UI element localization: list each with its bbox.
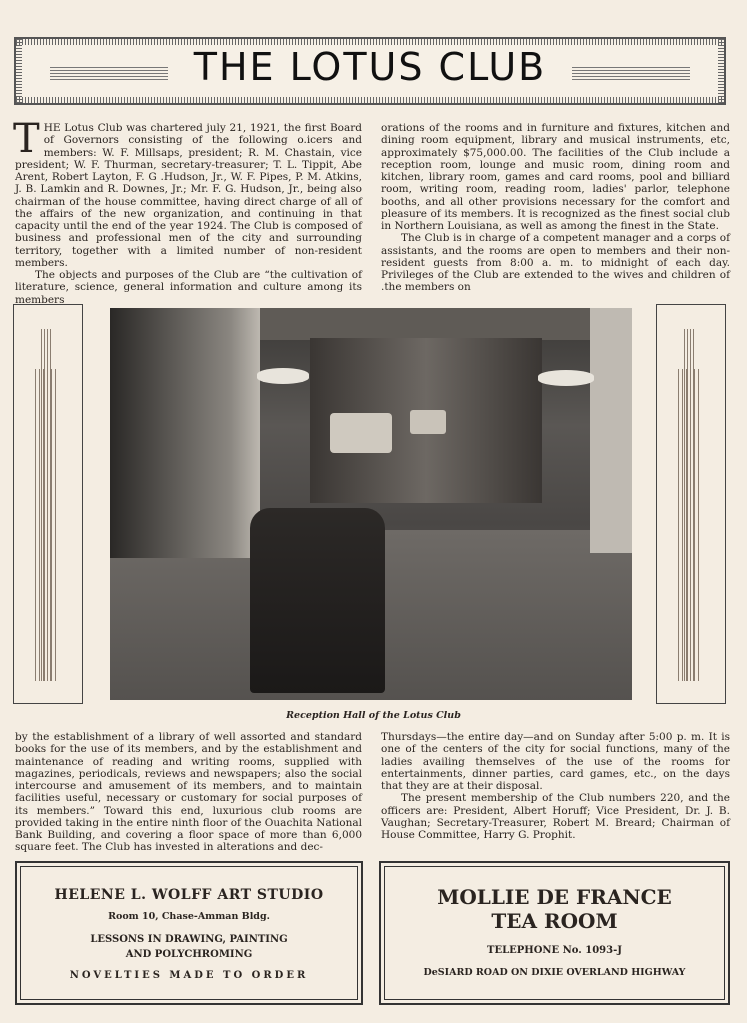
article-column-4	[381, 731, 730, 841]
paragraph: The Club is in charge of a competent manager and a corps of assistants, and the rooms are open to members and their non-resident guests from 8:00 a. m. to midnight of each day. Privileges of the Club are extended to the wives and children of .the members on	[381, 232, 730, 294]
ad-line: NOVELTIES MADE TO ORDER	[69, 970, 309, 981]
drop-cap: T	[13, 116, 40, 162]
decorative-panel-left	[13, 304, 83, 704]
paragraph: orations of the rooms and in furniture and fixtures, kitchen and dining room equipment, library and musical instruments, etc, approximately $75,000.00. The facilities of the Club include a reception room, lounge and music room, dining room and kitchen, library room, games and card rooms, pool and billiard room, writing room, reading room, ladies' parlor, telephone booths, and all other provisions necessary for the comfort and pleasure of its members. It is recognized as the finest social club in Northern Louisiana, as well as among the finest in the State.	[381, 122, 730, 232]
ad-title: TEA ROOM	[491, 909, 618, 933]
article-column-3	[15, 731, 362, 854]
ad-address: DeSIARD ROAD ON DIXIE OVERLAND HIGHWAY	[423, 967, 686, 978]
ad-phone: TELEPHONE No. 1093-J	[487, 945, 622, 956]
paragraph: Thursdays—the entire day—and on Sunday after 5:00 p. m. It is one of the centers of the city for social functions, many of the ladies availing themselves of the use of the rooms for entertainments, dinner parties, card games, etc., on the days that they are at their disposal.	[381, 731, 730, 792]
decorative-panel-right	[656, 304, 726, 704]
article-column-2	[381, 122, 730, 294]
paragraph: The present membership of the Club numbers 220, and the officers are: President, Albert Horuff; Vice President, Dr. J. B. Vaughan; Secretary-Treasurer, Robert M. Breard; Chairman of House Committee, Harry G. Prophit.	[381, 792, 730, 841]
advertisement-art-studio	[15, 861, 363, 1005]
page-title: THE LOTUS CLUB	[193, 45, 547, 89]
ad-line: LESSONS IN DRAWING, PAINTING	[90, 934, 288, 945]
paragraph: by the establishment of a library of well assorted and standard books for the use of its members, and by the establishment and maintenance of reading and writing rooms, supplied with magazines, periodicals, reviews and newspapers; also the social intercourse and amusement of its members, and to maintain facilities useful, necessary or customary for social purposes of its members.” Toward this end, luxurious club rooms are provided taking in the entire ninth floor of the Ouachita National Bank Building, and covering a floor space of more than 6,000 square feet. The Club has invested in alterations and dec-	[15, 731, 362, 854]
reception-hall-photo	[110, 308, 632, 700]
article-column-1	[13, 116, 362, 306]
ad-title: HELENE L. WOLFF ART STUDIO	[54, 887, 324, 903]
paragraph: The objects and purposes of the Club are “the cultivation of literature, science, general information and culture among its members	[15, 269, 362, 306]
ad-line: AND POLYCHROMING	[125, 949, 253, 960]
title-banner	[14, 37, 726, 105]
advertisement-tea-room	[379, 861, 730, 1005]
photo-caption: Reception Hall of the Lotus Club	[286, 710, 461, 721]
ad-title: MOLLIE DE FRANCE	[437, 885, 672, 909]
ad-address: Room 10, Chase-Amman Bldg.	[108, 911, 270, 922]
paragraph: HE Lotus Club was chartered july 21, 1921, the first Board of Governors consisting of the following o.icers and members: W. F. Millsaps, president; R. M. Chastain, vice president; W. F. Thurman, secretary-treasurer; T. L. Tippit, Abe Arent, Robert Layton, F. G .Hudson, Jr., W. F. Pipes, P. M. Atkins, J. B. Lamkin and R. Downes, Jr.; Mr. F. G. Hudson, Jr., being also chairman of the house committee, having direct charge of all of the affairs of the new organization, and continuing in that capacity until the end of the year 1924. The Club is composed of business and professional men of the city and surrounding territory, together with a limited number of non-resident members.	[15, 122, 362, 269]
